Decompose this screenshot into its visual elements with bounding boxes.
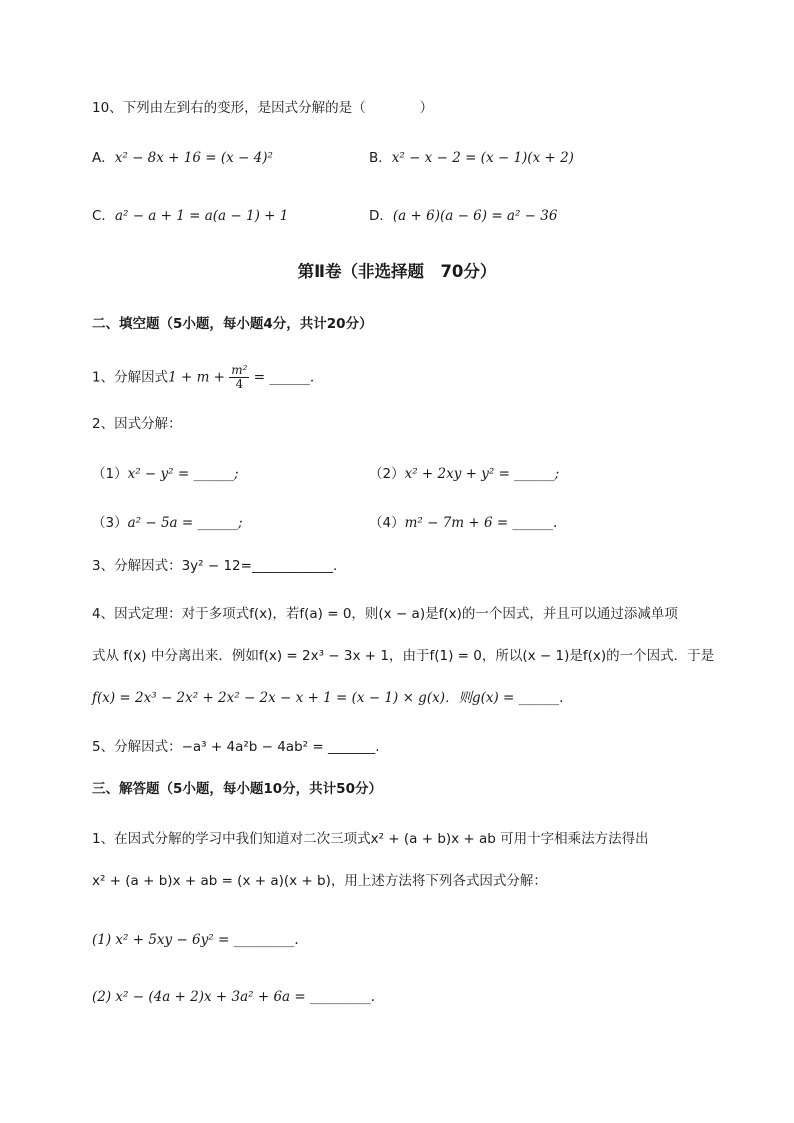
fill-q1-fraction: [229, 364, 249, 391]
fill-question-1: [92, 364, 314, 391]
fill-q2-part-4-label: （4）: [369, 515, 405, 531]
fill-question-4-line-2: 式从 f(x) 中分离出来．例如f(x) = 2x³ − 3x + 1，由于f(1) = 0，所以(x − 1)是f(x)的一个因式．于是: [92, 648, 715, 664]
option-b: [369, 148, 574, 168]
option-a: [92, 148, 273, 168]
fill-question-4-line-1: 4、因式定理：对于多项式f(x)，若f(a) = 0，则(x − a)是f(x)的一个因式，并且可以通过添减单项: [92, 606, 678, 622]
fill-question-4-line-3: f(x) = 2x³ − 2x² + 2x² − 2x − x + 1 = (x − 1) × g(x)．则g(x) = ______.: [92, 690, 564, 706]
fill-q2-part-3-label: （3）: [92, 515, 128, 531]
option-b-expression: x² − x − 2 = (x − 1)(x + 2): [391, 150, 574, 166]
option-b-label: B．: [369, 150, 392, 166]
fill-q1-fraction-numerator: m²: [231, 363, 248, 377]
option-c-label: C．: [92, 208, 115, 224]
answer-section-heading: 三、解答题（5小题，每小题10分，共计50分）: [92, 781, 382, 797]
fill-q2-part-1-expression: x² − y² = ______;: [127, 466, 239, 482]
fill-q2-part-2-label: （2）: [369, 466, 405, 482]
option-a-label: A．: [92, 150, 115, 166]
fill-q1-expr-right: = ______.: [249, 369, 315, 386]
fill-q2-part-4-expression: m² − 7m + 6 = ______.: [404, 515, 558, 531]
fill-q2-part-1-label: （1）: [92, 466, 128, 482]
fill-q2-part-3-expression: a² − 5a = ______;: [127, 515, 243, 531]
fill-in-section-heading: 二、填空题（5小题，每小题4分，共计20分）: [92, 316, 373, 332]
fill-q2-part-3: [92, 513, 243, 533]
fill-question-5: 5、分解因式：−a³ + 4a²b − 4ab² = _______.: [92, 739, 380, 755]
fill-q1-prefix: 1、分解因式: [92, 369, 169, 386]
question-10-stem: 10、下列由左到右的变形，是因式分解的是（ ）: [92, 100, 434, 116]
fill-question-3: 3、分解因式：3y² − 12=____________.: [92, 558, 338, 574]
option-d: [369, 206, 557, 226]
part-2-title: 第Ⅱ卷（非选择题 70分）: [297, 262, 497, 281]
option-d-expression: (a + 6)(a − 6) = a² − 36: [392, 208, 558, 224]
fill-question-2-stem: 2、因式分解：: [92, 416, 182, 432]
fill-q2-part-4: [369, 513, 557, 533]
fill-q1-fraction-denominator: 4: [235, 377, 244, 391]
fill-q2-part-2: [369, 464, 559, 484]
answer-question-1-line-2: x² + (a + b)x + ab = (x + a)(x + b)，用上述方法将下列各式因式分解：: [92, 873, 547, 889]
answer-q1-sub-2: (2) x² − (4a + 2)x + 3a² + 6a = _________.: [92, 989, 376, 1005]
fill-q2-part-1: [92, 464, 239, 484]
option-a-expression: x² − 8x + 16 = (x − 4)²: [114, 150, 273, 166]
fill-q2-part-2-expression: x² + 2xy + y² = ______;: [404, 466, 560, 482]
option-d-label: D．: [369, 208, 393, 224]
answer-q1-sub-1: (1) x² + 5xy − 6y² = _________.: [92, 932, 299, 948]
option-c: [92, 206, 288, 226]
answer-question-1-line-1: 1、在因式分解的学习中我们知道对二次三项式x² + (a + b)x + ab 可用十字相乘法方法得出: [92, 831, 649, 847]
option-c-expression: a² − a + 1 = a(a − 1) + 1: [114, 208, 289, 224]
fill-q1-expr-left: 1 + m +: [168, 369, 230, 386]
